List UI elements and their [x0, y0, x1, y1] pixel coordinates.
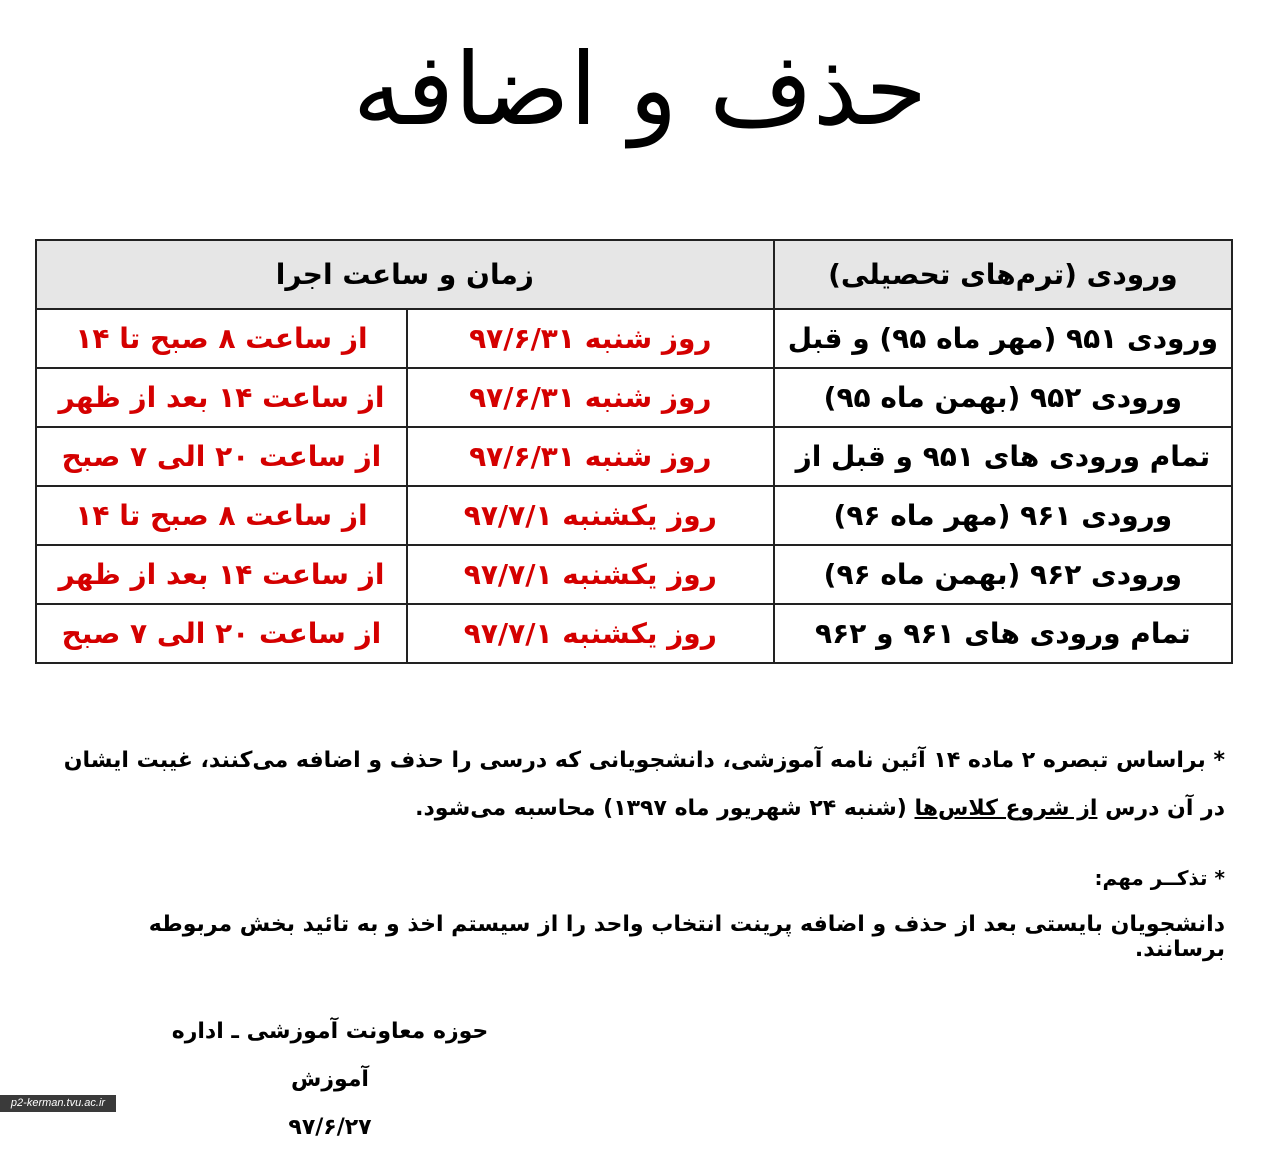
note-text-start: * براساس تبصره ۲ ماده ۱۴ آئین نامه آموزشی، دانشجویانی که درسی را حذف و اضافه می‌کنند، غیبت ایشان در آن درس — [63, 748, 1225, 821]
table-row — [36, 604, 1232, 663]
table-row — [36, 309, 1232, 368]
hour-cell: از ساعت ۱۴ بعد از ظهر — [36, 368, 407, 427]
table-row — [36, 427, 1232, 486]
hour-cell: از ساعت ۲۰ الی ۷ صبح — [36, 427, 407, 486]
entry-cell: ورودی ۹۵۱ (مهر ماه ۹۵) و قبل — [774, 309, 1232, 368]
table-row — [36, 486, 1232, 545]
table-row — [36, 368, 1232, 427]
day-cell: روز یکشنبه ۹۷/۷/۱ — [407, 486, 774, 545]
entry-cell: ورودی ۹۶۲ (بهمن ماه ۹۶) — [774, 545, 1232, 604]
hour-cell: از ساعت ۸ صبح تا ۱۴ — [36, 486, 407, 545]
signature-block — [140, 1008, 520, 1152]
table-header-row — [36, 240, 1232, 309]
hour-cell: از ساعت ۲۰ الی ۷ صبح — [36, 604, 407, 663]
note-text-end: (شنبه ۲۴ شهریور ماه ۱۳۹۷) محاسبه می‌شود. — [415, 796, 915, 821]
site-watermark: p2-kerman.tvu.ac.ir — [0, 1095, 116, 1112]
schedule-table — [35, 239, 1233, 664]
day-cell: روز یکشنبه ۹۷/۷/۱ — [407, 604, 774, 663]
signature-office: حوزه معاونت آموزشی ـ اداره آموزش — [171, 1019, 489, 1092]
reminder-text: دانشجویان بایستی بعد از حذف و اضافه پرینت انتخاب واحد را از سیستم اخذ و به تائید بخش مربوطه برسانند. — [148, 912, 1225, 962]
reminder-label: * تذکــر مهم: — [1094, 866, 1225, 890]
day-cell: روز شنبه ۹۷/۶/۳۱ — [407, 427, 774, 486]
signature-date: ۹۷/۶/۲۷ — [288, 1115, 372, 1140]
entry-cell: ورودی ۹۶۱ (مهر ماه ۹۶) — [774, 486, 1232, 545]
entry-cell: تمام ورودی های ۹۵۱ و قبل از — [774, 427, 1232, 486]
day-cell: روز شنبه ۹۷/۶/۳۱ — [407, 368, 774, 427]
note-underlined-text: از شروع کلاس‌ها — [914, 796, 1098, 821]
entry-cell: ورودی ۹۵۲ (بهمن ماه ۹۵) — [774, 368, 1232, 427]
header-schedule: زمان و ساعت اجرا — [36, 240, 774, 309]
header-entry: ورودی (ترم‌های تحصیلی) — [774, 240, 1232, 309]
day-cell: روز یکشنبه ۹۷/۷/۱ — [407, 545, 774, 604]
page-title: حذف و اضافه — [352, 31, 928, 148]
hour-cell: از ساعت ۱۴ بعد از ظهر — [36, 545, 407, 604]
absence-note — [55, 737, 1225, 833]
entry-cell: تمام ورودی های ۹۶۱ و ۹۶۲ — [774, 604, 1232, 663]
table-row — [36, 545, 1232, 604]
hour-cell: از ساعت ۸ صبح تا ۱۴ — [36, 309, 407, 368]
day-cell: روز شنبه ۹۷/۶/۳۱ — [407, 309, 774, 368]
